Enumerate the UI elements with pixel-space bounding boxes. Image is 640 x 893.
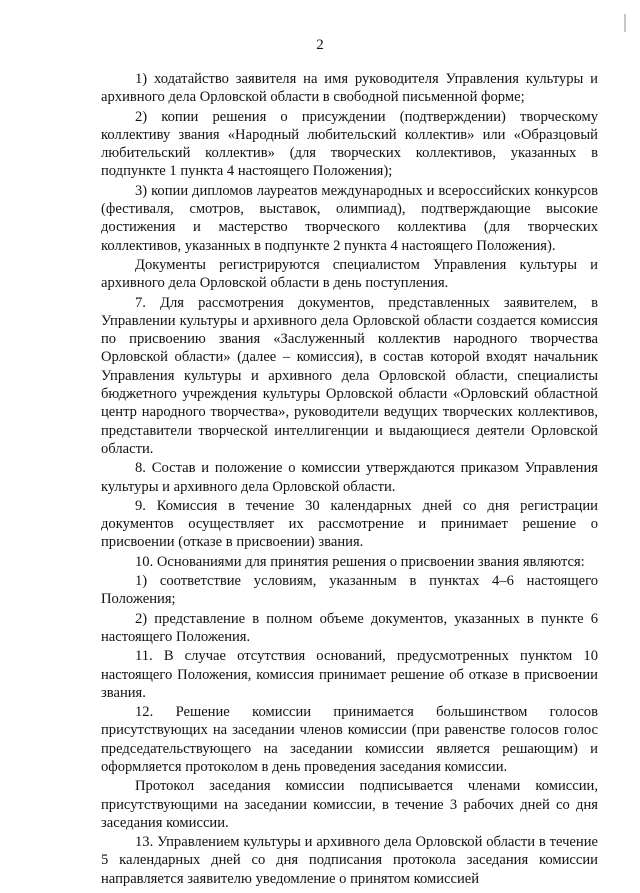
paragraph-protocol: Протокол заседания комиссии подписывается членами комиссии, присутствующими на заседании комиссии, в течение 3 рабочих дней со дня заседания комиссии.: [101, 778, 598, 831]
scan-edge-mark: [624, 14, 626, 32]
paragraph-clause-11: 11. В случае отсутствия оснований, предусмотренных пунктом 10 настоящего Положения, комиссия принимает решение об отказе в присвоении звания.: [101, 648, 598, 701]
paragraph-clause-10-item-2: 2) представление в полном объеме документов, указанных в пункте 6 настоящего Положения.: [101, 610, 598, 645]
document-body: [101, 70, 598, 888]
paragraph-registration: Документы регистрируются специалистом Управления культуры и архивного дела Орловской области в день поступления.: [101, 256, 598, 292]
paragraph-clause-10-item-1: 1) соответствие условиям, указанным в пунктах 4–6 настоящего Положения;: [101, 573, 598, 608]
page-number: 2: [316, 37, 324, 53]
paragraph-clause-12: 12. Решение комиссии принимается большинством голосов присутствующих на заседании членов комиссии (при равенстве голосов голос председательствующего на заседании комиссии является решающим) и оформляется протоколом в день проведения заседания комиссии.: [101, 704, 598, 775]
paragraph-clause-13: 13. Управлением культуры и архивного дела Орловской области в течение 5 календарных дней со дня подписания протокола заседания комиссии направляется заявителю уведомление о принятом комиссией: [101, 834, 598, 887]
paragraph-clause-8: 8. Состав и положение о комиссии утверждаются приказом Управления культуры и архивного дела Орловской области.: [101, 460, 598, 495]
paragraph-clause-10: 10. Основаниями для принятия решения о присвоении звания являются:: [135, 553, 585, 570]
paragraph-clause-7: 7. Для рассмотрения документов, представленных заявителем, в Управлении культуры и архивного дела Орловской области создается комиссия по присвоению звания «Заслуженный коллектив народного творчества Орловской области» (далее – комиссия), в состав которой входят начальник Управления культуры и архивного дела Орловской области, специалисты бюджетного учреждения культуры Орловской области «Орловский областной центр народного творчества», руководители ведущих творческих коллективов, представители творческой интеллигенции и выдающиеся деятели Орловской области.: [101, 294, 598, 457]
paragraph-item-1: 1) ходатайство заявителя на имя руководителя Управления культуры и архивного дела Орловской области в свободной письменной форме;: [101, 71, 598, 106]
paragraph-item-2: 2) копии решения о присуждении (подтверждении) творческому коллективу звания «Народный любительский коллектив» или «Образцовый любительский коллектив» (для творческих коллективов, указанных в подпункте 1 пункта 4 настоящего Положения);: [101, 108, 598, 180]
paragraph-clause-9: 9. Комиссия в течение 30 календарных дней со дня регистрации документов осуществляет их рассмотрение и принимает решение о присвоении (отказе в присвоении) звания.: [101, 497, 598, 551]
paragraph-item-3: 3) копии дипломов лауреатов международных и всероссийских конкурсов (фестиваля, смотров, выставок, олимпиад), подтверждающие высокие достижения и мастерство творческого коллектива (для творческих коллективов, указанных в подпункте 2 пункта 4 настоящего Положения).: [101, 182, 598, 254]
